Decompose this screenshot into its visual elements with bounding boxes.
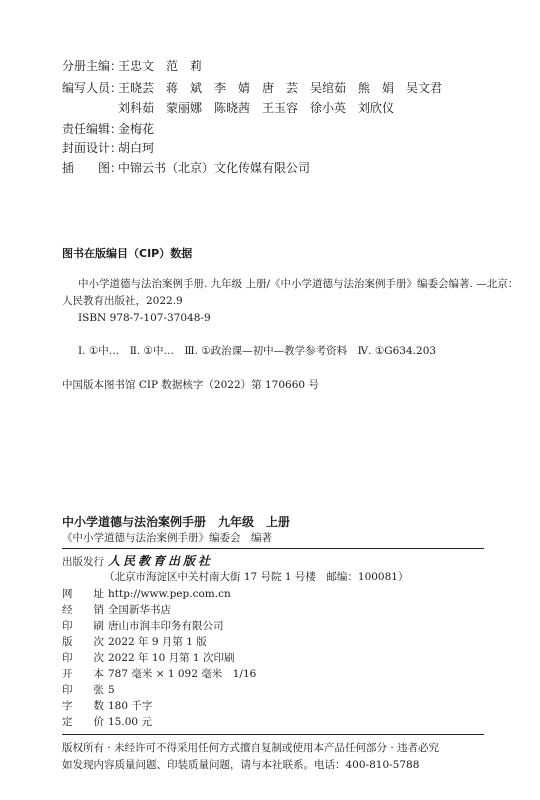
pub-row: [62, 602, 171, 618]
pub-value: http://www.pep.com.cn: [108, 588, 231, 600]
rights-line1: 版权所有 · 未经许可不得采用任何方式擅自复制或使用本产品任何部分 · 违者必究: [62, 742, 440, 754]
pub-value: 5: [108, 684, 115, 696]
pub-row: [62, 650, 234, 666]
pub-value: 787 毫米 × 1 092 毫米 1/16: [108, 668, 257, 680]
book-editor: 《中小学道德与法治案例手册》编委会 编著: [62, 532, 272, 544]
pub-label: 印 张: [62, 684, 104, 696]
credit-value: 金梅花: [118, 122, 155, 136]
publisher-row: [62, 553, 213, 570]
pub-label: 开 本: [62, 668, 104, 680]
divider-bottom: [62, 734, 484, 735]
credit-row: [62, 80, 442, 97]
credit-label: 编写人员：: [62, 81, 123, 95]
cip-subjects: Ⅰ. ①中… Ⅱ. ①中… Ⅲ. ①政治课—初中—教学参考资料 Ⅳ. ①G634.203: [78, 345, 437, 357]
pub-row: [62, 666, 256, 682]
pub-label: 定 价: [62, 716, 104, 728]
credit-value: 胡白珂: [118, 141, 155, 155]
credit-label: 插 图：: [62, 161, 123, 175]
pub-row: [62, 634, 207, 650]
credit-value: 王忠文 范 莉: [118, 59, 203, 73]
pub-value: 2022 年 9 月第 1 版: [108, 636, 207, 648]
credit-value: 王晓芸 蒋 斌 李 婧 唐 芸 吴绾茹 熊 娟 吴文君: [118, 81, 443, 95]
cip-entry-line1: 中小学道德与法治案例手册. 九年级 上册/《中小学道德与法治案例手册》编委会编著. —北京：: [78, 278, 519, 290]
pub-label: 印 次: [62, 652, 104, 664]
cip-title: 图书在版编目（CIP）数据: [62, 247, 193, 260]
cip-isbn: ISBN 978-7-107-37048-9: [78, 312, 211, 324]
credit-row: [62, 140, 154, 157]
pub-label: 经 销: [62, 604, 104, 616]
pub-value: 2022 年 10 月第 1 次印刷: [108, 652, 235, 664]
divider-top: [62, 548, 484, 549]
pub-label: 印 刷: [62, 620, 104, 632]
credit-label: 责任编辑：: [62, 122, 123, 136]
pub-value: 180 千字: [108, 700, 153, 712]
pub-label: 网 址: [62, 588, 104, 600]
publisher-label: 出版发行: [62, 556, 104, 568]
pub-label: 版 次: [62, 636, 104, 648]
publisher-logo: 人民教育出版社: [108, 554, 214, 568]
credit-row: [62, 100, 394, 117]
rights-line2: 如发现内容质量问题、印装质量问题，请与本社联系。电话：400-810-5788: [62, 759, 420, 771]
pub-label: 字 数: [62, 700, 104, 712]
cip-verification: 中国版本图书馆 CIP 数据核字（2022）第 170660 号: [62, 379, 319, 391]
cip-entry-line2: 人民教育出版社，2022.9: [62, 295, 183, 307]
pub-row: [62, 682, 115, 698]
pub-row: [62, 618, 224, 634]
pub-row: [62, 698, 152, 714]
credit-row: [62, 160, 310, 177]
pub-row: [62, 714, 152, 730]
credit-value: 中锦云书（北京）文化传媒有限公司: [118, 161, 311, 175]
credit-value: 刘科茹 蒙丽娜 陈晓茜 王玉容 徐小英 刘欣仪: [118, 101, 395, 115]
publisher-address: （北京市海淀区中关村南大街 17 号院 1 号楼 邮编：100081）: [104, 571, 409, 583]
pub-value: 唐山市润丰印务有限公司: [108, 620, 224, 632]
credit-label: 分册主编：: [62, 59, 123, 73]
book-title: 中小学道德与法治案例手册 九年级 上册: [62, 515, 291, 529]
credit-label: 封面设计：: [62, 141, 123, 155]
credit-row: [62, 121, 154, 138]
credit-row: [62, 58, 202, 75]
pub-value: 15.00 元: [108, 716, 152, 728]
pub-row: [62, 586, 231, 602]
pub-value: 全国新华书店: [108, 604, 171, 616]
